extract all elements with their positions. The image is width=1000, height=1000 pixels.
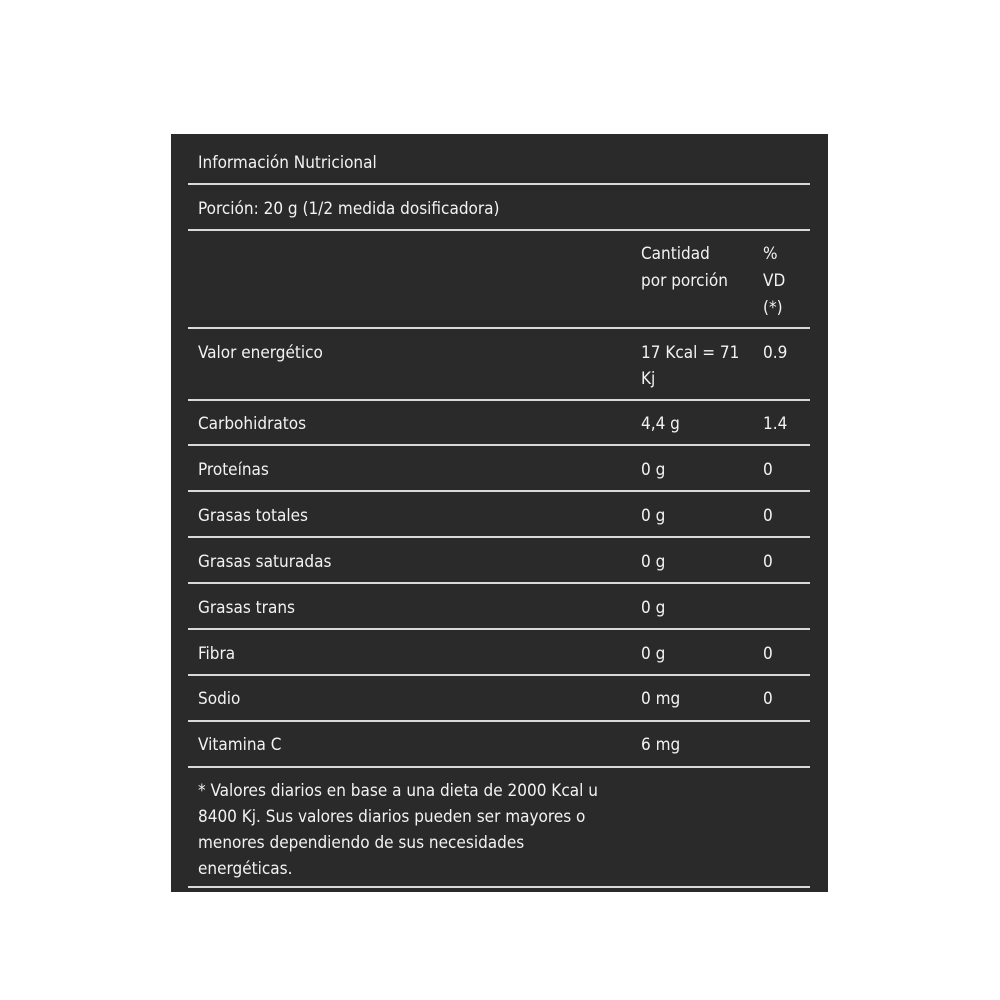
divider [188,628,810,630]
row-name-carbs: Carbohidratos [198,414,307,434]
portion-size: Porción: 20 g (1/2 medida dosificadora) [198,199,500,219]
row-amount-fiber: 0 g [641,644,666,664]
divider [188,327,810,329]
divider [188,229,810,231]
row-amount-saturated-fat: 0 g [641,552,666,572]
row-amount-sodium: 0 mg [641,689,681,709]
header-dv-line2: VD [763,271,786,291]
row-amount-vitamin-c: 6 mg [641,735,681,755]
header-dv-line3: (*) [763,298,783,318]
divider [188,399,810,401]
row-amount-energy-line2: Kj [641,369,656,389]
row-name-saturated-fat: Grasas saturadas [198,552,332,572]
row-dv-sodium: 0 [763,689,773,709]
divider [188,183,810,185]
header-dv-line1: % [763,244,778,264]
header-amount-line2: por porción [641,271,728,291]
footnote: * Valores diarios en base a una dieta de 2000 Kcal u 8400 Kj. Sus valores diarios pueden ser mayores o menores dependiendo de sus necesidades energéticas. [198,781,598,879]
divider [188,444,810,446]
nutrition-title: Información Nutricional [198,153,377,173]
row-dv-energy: 0.9 [763,343,788,363]
nutrition-facts-panel [171,134,828,892]
divider [188,766,810,768]
row-name-protein: Proteínas [198,460,269,480]
row-amount-carbs: 4,4 g [641,414,680,434]
row-name-trans-fat: Grasas trans [198,598,295,618]
row-dv-carbs: 1.4 [763,414,788,434]
row-amount-total-fat: 0 g [641,506,666,526]
divider [188,720,810,722]
divider [188,536,810,538]
header-amount-line1: Cantidad [641,244,710,264]
row-amount-trans-fat: 0 g [641,598,666,618]
divider [188,582,810,584]
row-amount-energy-line1: 17 Kcal = 71 [641,343,740,363]
row-amount-protein: 0 g [641,460,666,480]
row-name-vitamin-c: Vitamina C [198,735,282,755]
row-name-total-fat: Grasas totales [198,506,309,526]
row-name-energy: Valor energético [198,343,323,363]
divider [188,490,810,492]
divider [188,886,810,888]
row-name-fiber: Fibra [198,644,236,664]
row-dv-total-fat: 0 [763,506,773,526]
row-dv-protein: 0 [763,460,773,480]
divider [188,674,810,676]
row-dv-saturated-fat: 0 [763,552,773,572]
row-name-sodium: Sodio [198,689,241,709]
row-dv-fiber: 0 [763,644,773,664]
